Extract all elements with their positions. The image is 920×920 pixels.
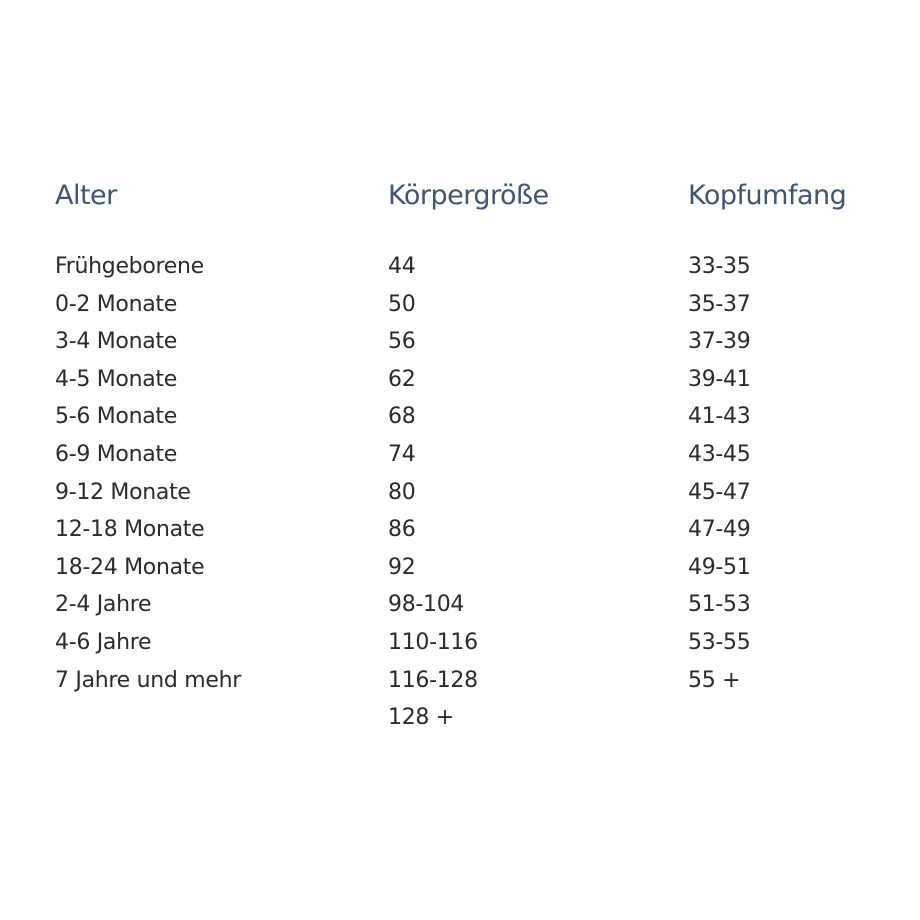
cell-age: 9-12 Monate (55, 479, 191, 505)
cell-head: 41-43 (688, 404, 751, 430)
cell-head: 49-51 (688, 554, 751, 580)
cell-age: 4-5 Monate (55, 366, 177, 392)
cell-height: 110-116 (388, 629, 478, 655)
table-row (0, 626, 920, 664)
cell-head: 45-47 (688, 479, 751, 505)
table-row (0, 250, 920, 288)
cell-head: 47-49 (688, 517, 751, 543)
cell-height: 44 (388, 254, 416, 279)
cell-height: 98-104 (388, 592, 465, 618)
cell-age: 3-4 Monate (55, 329, 177, 355)
cell-head: 43-45 (688, 441, 751, 467)
cell-height: 62 (388, 366, 416, 392)
table-header (0, 180, 920, 214)
table-row (0, 476, 920, 514)
cell-height: 92 (388, 554, 416, 580)
table-row (0, 664, 920, 702)
table-row (0, 588, 920, 626)
cell-age: 6-9 Monate (55, 441, 177, 467)
cell-height: 50 (388, 291, 416, 317)
cell-age: 5-6 Monate (55, 404, 177, 430)
cell-head: 37-39 (688, 329, 751, 355)
table-row (0, 363, 920, 401)
header-height: Körpergröße (388, 180, 549, 211)
cell-age: 7 Jahre und mehr (55, 667, 241, 693)
cell-age: 2-4 Jahre (55, 592, 152, 618)
cell-height: 56 (388, 329, 416, 355)
cell-head: 53-55 (688, 629, 751, 655)
cell-head: 33-35 (688, 254, 751, 279)
cell-head: 51-53 (688, 592, 751, 618)
cell-height: 74 (388, 441, 416, 467)
header-age: Alter (55, 180, 117, 211)
table-row (0, 400, 920, 438)
cell-head: 55 + (688, 667, 741, 693)
cell-age: Frühgeborene (55, 254, 204, 279)
table-row (0, 288, 920, 326)
cell-height: 86 (388, 517, 416, 543)
cell-height: 116-128 (388, 667, 478, 693)
cell-age: 18-24 Monate (55, 554, 205, 580)
table-row (0, 551, 920, 589)
table-row (0, 513, 920, 551)
table-row (0, 325, 920, 363)
table-row (0, 701, 920, 739)
header-head-circumference: Kopfumfang (688, 180, 847, 211)
table-body (0, 250, 920, 739)
cell-head: 39-41 (688, 366, 751, 392)
cell-age: 0-2 Monate (55, 291, 177, 317)
cell-head: 35-37 (688, 291, 751, 317)
cell-height: 68 (388, 404, 416, 430)
cell-height: 128 + (388, 705, 454, 731)
cell-age: 4-6 Jahre (55, 629, 152, 655)
cell-age: 12-18 Monate (55, 517, 205, 543)
cell-height: 80 (388, 479, 416, 505)
table-row (0, 438, 920, 476)
